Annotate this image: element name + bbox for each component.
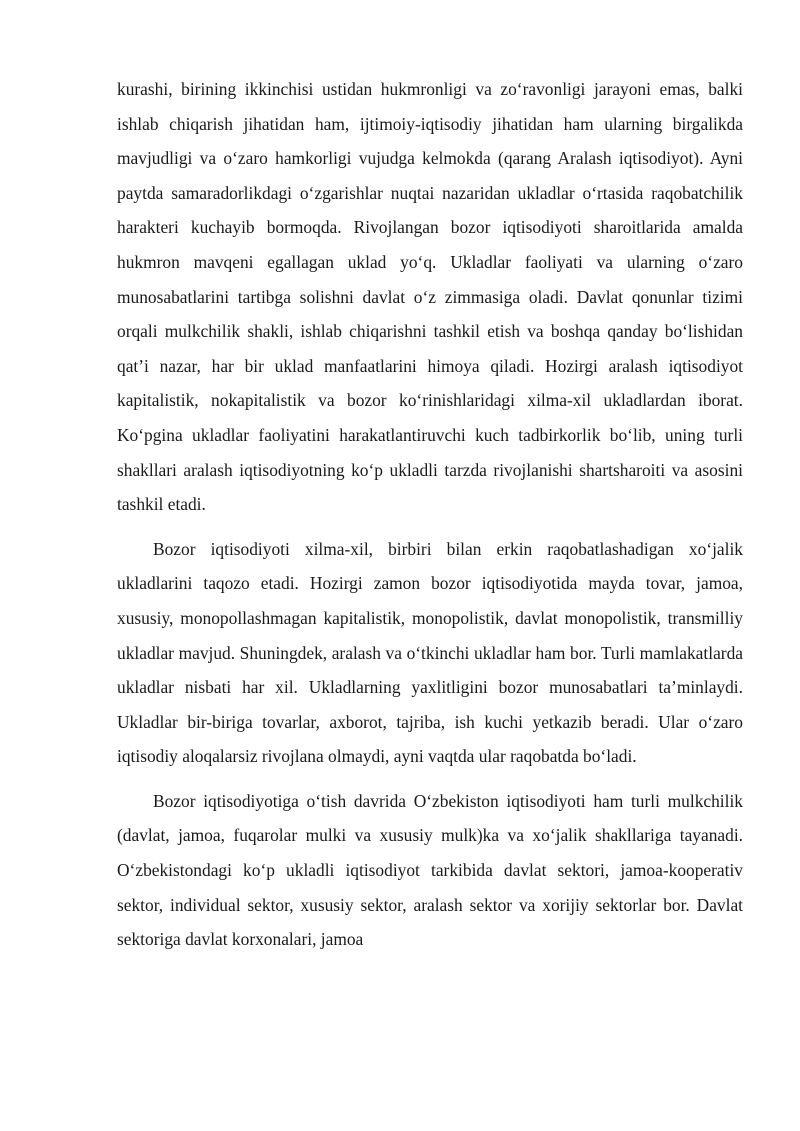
paragraph-1: kurashi, birining ikkinchisi ustidan hukmronligi va zo‘ravonligi jarayoni emas, balki ishlab chiqarish jihatidan ham, ijtimoiy-iqtisodiy jihatidan ham ularning birgalikda mavjudligi va o‘zaro hamkorligi vujudga kelmokda (qarang Aralash iqtisodiyot). Ayni paytda samaradorlikdagi o‘zgarishlar nuqtai nazaridan ukladlar o‘rtasida raqobatchilik harakteri kuchayib bormoqda. Rivojlangan bozor iqtisodiyoti sharoitlarida amalda hukmron mavqeni egallagan uklad yo‘q. Ukladlar faoliyati va ularning o‘zaro munosabatlarini tartibga solishni davlat o‘z zimmasiga oladi. Davlat qonunlar tizimi orqali mulkchilik shakli, ishlab chiqarishni tashkil etish va boshqa qanday bo‘lishidan qat’i nazar, har bir uklad manfaatlarini himoya qiladi. Hozirgi aralash iqtisodiyot kapitalistik, nokapitalistik va bozor ko‘rinishlaridagi xilma-xil ukladlardan iborat. Ko‘pgina ukladlar faoliyatini harakatlantiruvchi kuch tadbirkorlik bo‘lib, uning turli shakllari aralash iqtisodiyotning ko‘p ukladli tarzda rivojlanishi shartsharoiti va asosini tashkil etadi. bbox=[117, 79, 743, 515]
document-page bbox=[117, 72, 743, 957]
paragraph-3: Bozor iqtisodiyotiga o‘tish davrida O‘zbekiston iqtisodiyoti ham turli mulkchilik (davlat, jamoa, fuqarolar mulki va xususiy mulk)ka va xo‘jalik shakllariga tayanadi. O‘zbekistondagi ko‘p ukladli iqtisodiyot tarkibida davlat sektori, jamoa-kooperativ sektor, individual sektor, xususiy sektor, aralash sektor va xorijiy sektorlar bor. Davlat sektoriga davlat korxonalari, jamoa bbox=[117, 790, 743, 950]
paragraph-2: Bozor iqtisodiyoti xilma-xil, birbiri bilan erkin raqobatlashadigan xo‘jalik ukladlarini taqozo etadi. Hozirgi zamon bozor iqtisodiyotida mayda tovar, jamoa, xususiy, monopollashmagan kapitalistik, monopolistik, davlat monopolistik, transmilliy ukladlar mavjud. Shuningdek, aralash va o‘tkinchi ukladlar ham bor. Turli mamlakatlarda ukladlar nisbati har xil. Ukladlarning yaxlitligini bozor munosabatlari ta’minlaydi. Ukladlar bir-biriga tovarlar, axborot, tajriba, ish kuchi yetkazib beradi. Ular o‘zaro iqtisodiy aloqalarsiz rivojlana olmaydi, ayni vaqtda ular raqobatda bo‘ladi. bbox=[117, 538, 743, 767]
